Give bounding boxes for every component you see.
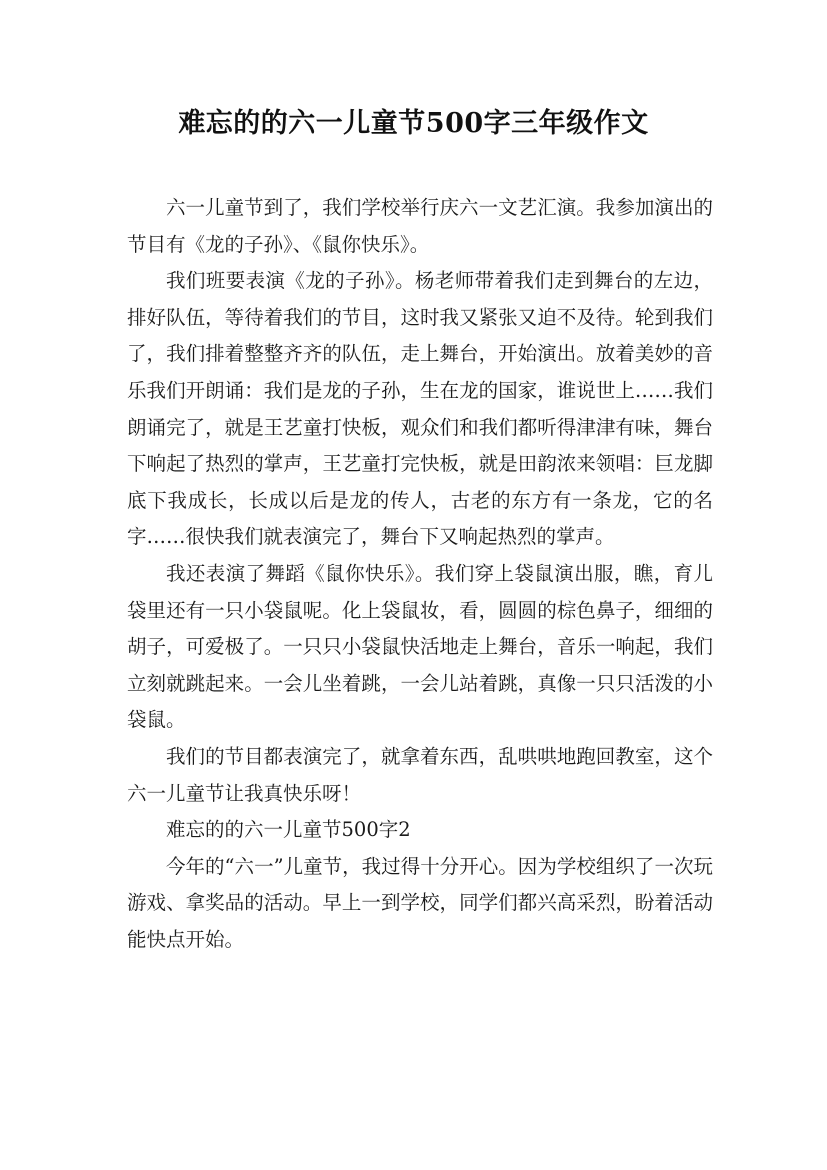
paragraph-4: 我们的节目都表演完了，就拿着东西，乱哄哄地跑回教室，这个六一儿童节让我真快乐呀！ <box>127 744 713 805</box>
document-title: 难忘的的六一儿童节500字三年级作文 <box>178 108 649 139</box>
section-heading-2: 难忘的的六一儿童节500字2 <box>166 818 411 842</box>
paragraph-3: 我还表演了舞蹈《鼠你快乐》。我们穿上袋鼠演出服，瞧，育儿袋里还有一只小袋鼠呢。化上袋鼠妆，看，圆圆的棕色鼻子，细细的胡子，可爱极了。一只只小袋鼠快活地走上舞台，音乐一响起，我们立刻就跳起来。一会儿坐着跳，一会儿站着跳，真像一只只活泼的小袋鼠。 <box>127 561 713 732</box>
document-body <box>127 190 713 958</box>
paragraph-5: 今年的“六一”儿童节，我过得十分开心。因为学校组织了一次玩游戏、拿奖品的活动。早上一到学校，同学们都兴高采烈，盼着活动能快点开始。 <box>127 854 713 951</box>
paragraph-1: 六一儿童节到了，我们学校举行庆六一文艺汇演。我参加演出的节目有《龙的子孙》、《鼠你快乐》。 <box>127 196 713 256</box>
paragraph-2: 我们班要表演《龙的子孙》。杨老师带着我们走到舞台的左边，排好队伍，等待着我们的节目，这时我又紧张又迫不及待。轮到我们了，我们排着整整齐齐的队伍，走上舞台，开始演出。放着美妙的音乐我们开朗诵：我们是龙的子孙，生在龙的国家，谁说世上……我们朗诵完了，就是王艺童打快板，观众们和我们都听得津津有味，舞台下响起了热烈的掌声，王艺童打完快板，就是田韵浓来领唱：巨龙脚底下我成长，长成以后是龙的传人，古老的东方有一条龙，它的名字……很快我们就表演完了，舞台下又响起热烈的掌声。 <box>127 269 713 549</box>
